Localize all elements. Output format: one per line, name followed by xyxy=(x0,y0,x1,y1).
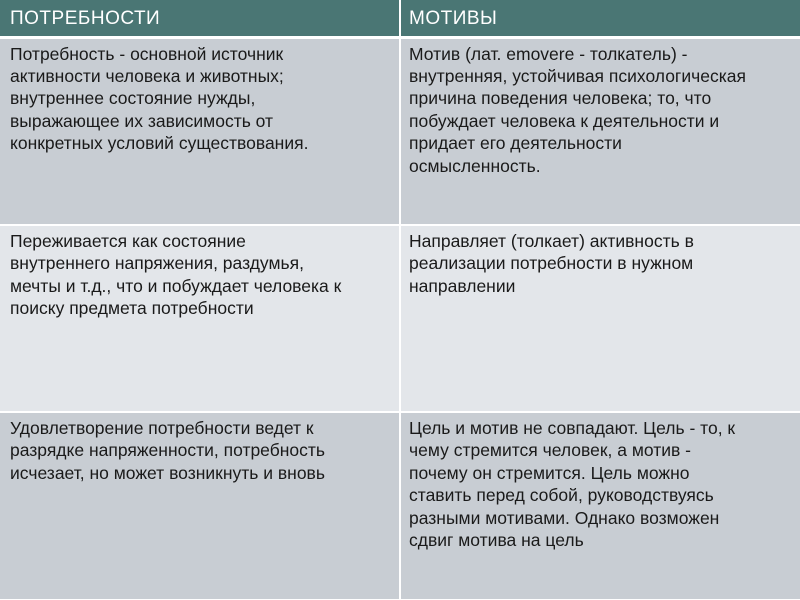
table-row xyxy=(0,225,800,412)
table-row xyxy=(0,37,800,225)
header-row xyxy=(0,0,800,37)
motives-direction-cell: Направляет (толкает) активность в реализации потребности в нужном направлении xyxy=(400,225,800,412)
needs-satisfaction-cell: Удовлетворение потребности ведет к разрядке напряженности, потребность исчезает, но может возникнуть и вновь xyxy=(0,412,400,600)
motives-goal-cell: Цель и мотив не совпадают. Цель - то, к чему стремится человек, а мотив - почему он стремится. Цель можно ставить перед собой, руководствуясь разными мотивами. Однако возможен сдвиг мотива на цель xyxy=(400,412,800,600)
needs-experience-cell: Переживается как состояние внутреннего напряжения, раздумья, мечты и т.д., что и побуждает человека к поиску предмета потребности xyxy=(0,225,400,412)
motives-definition-cell: Мотив (лат. emovere - толкатель) - внутренняя, устойчивая психологическая причина поведения человека; то, что побуждает человека к деятельности и придает его деятельности осмысленность. xyxy=(400,37,800,225)
table-row xyxy=(0,412,800,600)
header-motives: МОТИВЫ xyxy=(400,0,800,37)
header-needs: ПОТРЕБНОСТИ xyxy=(0,0,400,37)
needs-definition-cell: Потребность - основной источник активности человека и животных; внутреннее состояние нужды, выражающее их зависимость от конкретных условий существования. xyxy=(0,37,400,225)
